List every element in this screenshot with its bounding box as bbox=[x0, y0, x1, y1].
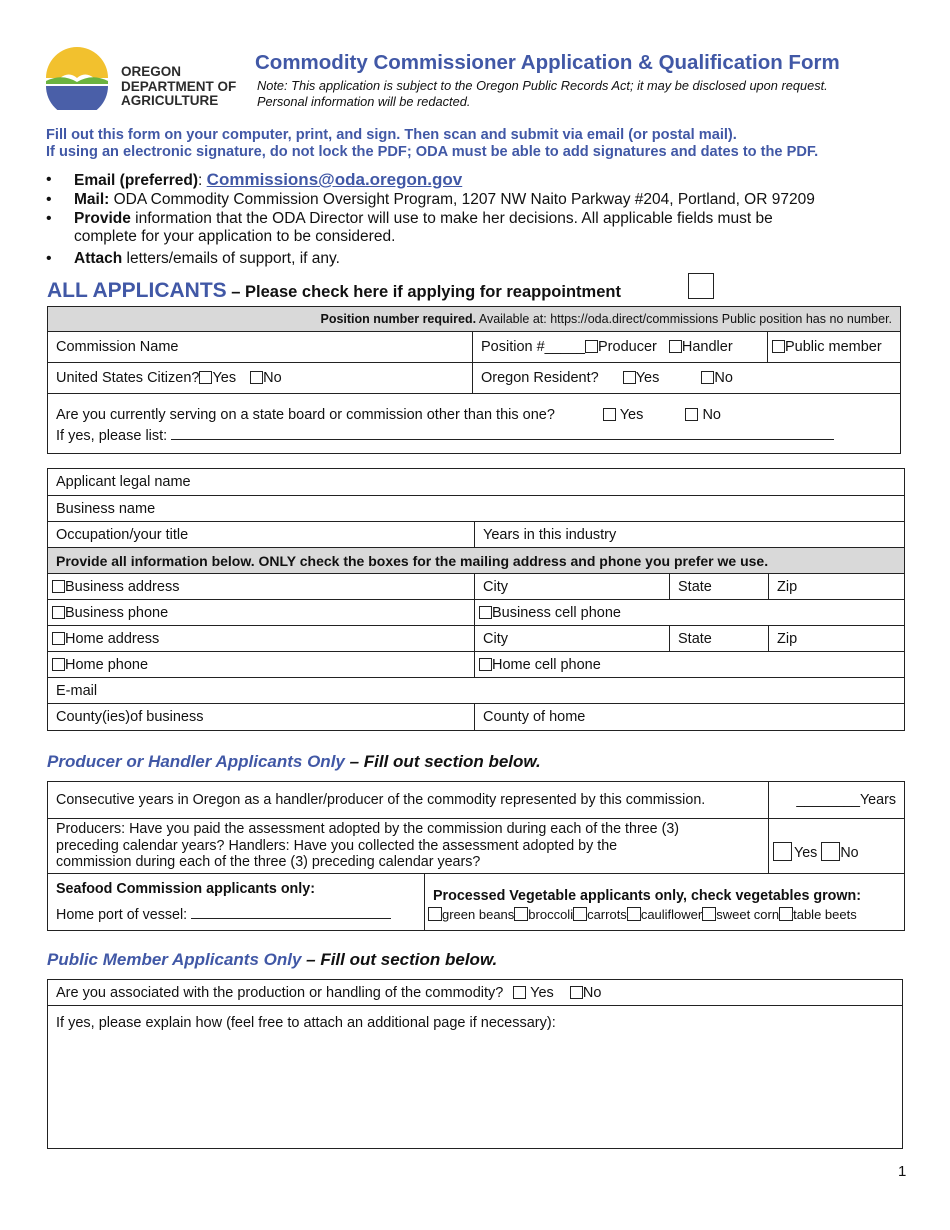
mail-label: Mail: bbox=[74, 191, 110, 208]
serving-list-field[interactable] bbox=[171, 425, 834, 440]
producer-handler-table bbox=[47, 781, 905, 931]
vegetable-label-text: carrots bbox=[587, 906, 627, 922]
home-address-checkbox[interactable] bbox=[52, 632, 65, 645]
logo-line-1: OREGON bbox=[121, 64, 182, 79]
bullet-attach bbox=[46, 250, 815, 268]
vegetable-checkbox[interactable] bbox=[573, 907, 587, 921]
public-member-label: Public member bbox=[785, 339, 882, 355]
producer-section-heading bbox=[47, 752, 541, 772]
bullet-provide bbox=[46, 210, 815, 246]
vegetable-label-text: table beets bbox=[793, 906, 857, 922]
resident-no-checkbox[interactable] bbox=[701, 371, 714, 384]
provide-label: Provide bbox=[74, 210, 131, 227]
home-port-label: Home port of vessel: bbox=[56, 907, 188, 923]
serving-yes-label: Yes bbox=[619, 407, 644, 423]
business-phone-checkbox[interactable] bbox=[52, 606, 65, 619]
county-home-field[interactable] bbox=[475, 704, 905, 731]
assessment-line-1: Producers: Have you paid the assessment adopted by the commission during each of the three (3) bbox=[56, 821, 680, 838]
resident-no-label: No bbox=[714, 370, 733, 386]
vegetable-list bbox=[428, 907, 896, 922]
vegetable-option bbox=[514, 907, 573, 922]
business-address-label: Business address bbox=[65, 578, 180, 595]
seafood-cell bbox=[48, 874, 425, 931]
associated-no-label: No bbox=[582, 984, 602, 1001]
associated-no-checkbox[interactable] bbox=[570, 986, 583, 999]
public-section-heading bbox=[47, 950, 497, 970]
assessment-line-3: commission during each of the three (3) preceding calendar years? bbox=[56, 854, 481, 871]
logo-text bbox=[121, 65, 236, 109]
county-business-field[interactable] bbox=[48, 704, 475, 731]
submission-bullets bbox=[46, 171, 815, 268]
handler-label: Handler bbox=[681, 339, 733, 355]
bullet-mail bbox=[46, 191, 815, 209]
serving-question: Are you currently serving on a state board or commission other than this one? bbox=[56, 407, 555, 423]
intro-line-1: Fill out this form on your computer, print, and sign. Then scan and submit via email (or postal mail). bbox=[46, 127, 737, 143]
seafood-label: Seafood Commission applicants only: bbox=[56, 881, 315, 897]
provide-text-2: complete for your application to be considered. bbox=[74, 228, 396, 245]
if-yes-list-label: If yes, please list: bbox=[56, 428, 168, 444]
home-city-label: City bbox=[483, 630, 508, 647]
home-address-label: Home address bbox=[65, 630, 160, 647]
public-section-title: Public Member Applicants Only bbox=[47, 950, 302, 969]
county-home-label: County of home bbox=[483, 709, 586, 725]
vegetable-label-text: green beans bbox=[442, 906, 515, 922]
legal-name-field[interactable] bbox=[48, 469, 905, 496]
years-industry-label: Years in this industry bbox=[483, 526, 617, 543]
producer-checkbox[interactable] bbox=[585, 340, 598, 353]
associated-yes-label: Yes bbox=[530, 984, 554, 1001]
home-zip-label: Zip bbox=[777, 630, 798, 647]
consecutive-years-question: Consecutive years in Oregon as a handler/producer of the commodity represented by this commission. bbox=[56, 792, 706, 808]
years-industry-field[interactable] bbox=[475, 522, 905, 548]
email-link[interactable]: Commissions@oda.oregon.gov bbox=[206, 170, 463, 189]
producer-label: Producer bbox=[598, 339, 657, 355]
provide-all-text: Provide all information below. ONLY check the boxes for the mailing address and phone you prefer we use. bbox=[56, 552, 769, 569]
commission-name-field[interactable] bbox=[48, 332, 473, 363]
header-note-line-1: Note: This application is subject to the Oregon Public Records Act; it may be disclosed upon request. bbox=[257, 78, 828, 93]
home-cell-checkbox[interactable] bbox=[479, 658, 492, 671]
assessment-line-2: preceding calendar years? Handlers: Have you collected the assessment adopted by the bbox=[56, 837, 618, 854]
commission-info-table bbox=[47, 306, 901, 454]
vegetable-checkbox[interactable] bbox=[428, 907, 442, 921]
home-state-field[interactable] bbox=[670, 626, 769, 652]
home-cell-field[interactable] bbox=[475, 652, 905, 678]
attach-label: Attach bbox=[74, 250, 123, 267]
vegetable-option bbox=[779, 907, 857, 922]
oda-logo bbox=[44, 46, 244, 112]
header-note-line-2: Personal information will be redacted. bbox=[257, 94, 471, 109]
serving-yes-checkbox[interactable] bbox=[603, 408, 616, 421]
resident-cell bbox=[473, 363, 901, 394]
bullet-email: • Email (preferred): Commissions@oda.oregon.gov bbox=[46, 171, 815, 190]
vegetable-label-text: cauliflower bbox=[640, 906, 703, 922]
occupation-field[interactable] bbox=[48, 522, 475, 548]
legal-name-label: Applicant legal name bbox=[56, 474, 191, 490]
home-address-field[interactable] bbox=[48, 626, 475, 652]
public-member-checkbox[interactable] bbox=[772, 340, 785, 353]
business-state-label: State bbox=[678, 578, 712, 595]
citizen-yes-label: Yes bbox=[212, 370, 237, 386]
mail-text: ODA Commodity Commission Oversight Program, 1207 NW Naito Parkway #204, Portland, OR 97209 bbox=[109, 191, 815, 208]
form-title: Commodity Commissioner Application & Qualification Form bbox=[255, 51, 840, 74]
public-member-cell bbox=[768, 332, 901, 363]
assessment-answer-cell bbox=[769, 819, 905, 874]
vegetable-label-text: broccoli bbox=[528, 906, 574, 922]
years-field[interactable] bbox=[769, 782, 905, 819]
business-name-label: Business name bbox=[56, 500, 156, 517]
vegetable-option bbox=[428, 907, 514, 922]
assessment-no-checkbox[interactable] bbox=[821, 842, 840, 861]
email-field-label: E-mail bbox=[56, 682, 98, 699]
associated-yes-checkbox[interactable] bbox=[513, 986, 526, 999]
business-phone-field[interactable] bbox=[48, 600, 475, 626]
business-cell-checkbox[interactable] bbox=[479, 606, 492, 619]
business-address-checkbox[interactable] bbox=[52, 580, 65, 593]
serving-cell bbox=[48, 394, 901, 454]
citizen-yes-checkbox[interactable] bbox=[199, 371, 212, 384]
home-cell-label: Home cell phone bbox=[492, 656, 601, 673]
provide-all-note bbox=[48, 548, 905, 574]
vegetable-option bbox=[573, 907, 627, 922]
associated-cell bbox=[48, 980, 903, 1006]
intro-line-2: If using an electronic signature, do not lock the PDF; ODA must be able to add signatures and dates to the PDF. bbox=[46, 144, 819, 160]
business-city-label: City bbox=[483, 578, 508, 595]
home-port-row bbox=[56, 902, 416, 928]
associated-question: Are you associated with the production or handling of the commodity? bbox=[56, 984, 504, 1001]
producer-section-sub: – Fill out section below. bbox=[344, 752, 541, 771]
home-zip-field[interactable] bbox=[769, 626, 905, 652]
serving-no-checkbox[interactable] bbox=[685, 408, 698, 421]
all-applicants-title: ALL APPLICANTS bbox=[47, 279, 227, 302]
business-cell-field[interactable] bbox=[475, 600, 905, 626]
home-port-field[interactable] bbox=[191, 906, 391, 919]
citizen-cell bbox=[48, 363, 473, 394]
oregon-resident-label: Oregon Resident? bbox=[481, 370, 599, 386]
citizen-no-checkbox[interactable] bbox=[250, 371, 263, 384]
attach-text: letters/emails of support, if any. bbox=[122, 250, 340, 267]
home-phone-label: Home phone bbox=[65, 656, 149, 673]
business-state-field[interactable] bbox=[670, 574, 769, 600]
vegetable-checkbox[interactable] bbox=[627, 907, 641, 921]
business-zip-field[interactable] bbox=[769, 574, 905, 600]
vegetable-option bbox=[627, 907, 702, 922]
public-section-sub: – Fill out section below. bbox=[301, 950, 498, 969]
handler-checkbox[interactable] bbox=[669, 340, 682, 353]
county-business-label: County(ies)of business bbox=[56, 709, 204, 725]
vegetable-checkbox[interactable] bbox=[702, 907, 716, 921]
position-note-text: Available at: https://oda.direct/commissions Public position has no number. bbox=[476, 312, 893, 326]
business-address-field[interactable] bbox=[48, 574, 475, 600]
page-number: 1 bbox=[898, 1163, 907, 1180]
us-citizen-label: United States Citizen? bbox=[56, 370, 200, 386]
intro-instructions bbox=[46, 127, 818, 161]
assessment-yes-label: Yes bbox=[794, 844, 818, 861]
public-member-table bbox=[47, 979, 903, 1149]
vegetable-checkbox[interactable] bbox=[779, 907, 793, 921]
business-cell-label: Business cell phone bbox=[492, 604, 621, 621]
reappointment-label: – Please check here if applying for reappointment bbox=[226, 283, 621, 301]
years-blank-label: ________Years bbox=[796, 792, 896, 808]
header-note bbox=[257, 78, 828, 110]
business-city-field[interactable] bbox=[475, 574, 670, 600]
business-name-field[interactable] bbox=[48, 496, 905, 522]
position-note-bold: Position number required. bbox=[320, 312, 477, 326]
vegetable-label-text: sweet corn bbox=[716, 906, 780, 922]
position-number-field[interactable]: Position #_____ bbox=[481, 339, 585, 355]
producer-section-title: Producer or Handler Applicants Only bbox=[47, 752, 345, 771]
home-phone-field[interactable] bbox=[48, 652, 475, 678]
resident-yes-checkbox[interactable] bbox=[623, 371, 636, 384]
home-phone-checkbox[interactable] bbox=[52, 658, 65, 671]
vegetable-option bbox=[702, 907, 779, 922]
explain-label: If yes, please explain how (feel free to attach an additional page if necessary): bbox=[56, 1015, 556, 1031]
provide-text-1: information that the ODA Director will use to make her decisions. All applicable fields must be bbox=[130, 210, 773, 227]
home-state-label: State bbox=[678, 630, 712, 647]
logo-line-2: DEPARTMENT OF bbox=[121, 78, 237, 94]
serving-no-label: No bbox=[702, 407, 721, 423]
position-note bbox=[48, 307, 901, 332]
vegetable-checkbox[interactable] bbox=[514, 907, 528, 921]
business-zip-label: Zip bbox=[777, 578, 798, 595]
home-city-field[interactable] bbox=[475, 626, 670, 652]
assessment-no-label: No bbox=[840, 844, 859, 861]
reappointment-checkbox[interactable] bbox=[688, 273, 714, 299]
assessment-yes-checkbox[interactable] bbox=[773, 842, 792, 861]
applicant-info-table bbox=[47, 468, 905, 731]
position-cell bbox=[473, 332, 768, 363]
explain-field[interactable] bbox=[48, 1006, 903, 1149]
email-field[interactable] bbox=[48, 678, 905, 704]
email-label: Email (preferred) bbox=[74, 172, 199, 189]
assessment-cell bbox=[48, 819, 769, 874]
consecutive-years-cell bbox=[48, 782, 769, 819]
vegetable-label: Processed Vegetable applicants only, check vegetables grown: bbox=[433, 887, 862, 904]
all-applicants-heading bbox=[47, 279, 621, 303]
commission-name-label: Commission Name bbox=[56, 339, 179, 355]
serving-list-row bbox=[56, 422, 892, 451]
logo-line-3: AGRICULTURE bbox=[121, 93, 219, 108]
resident-yes-label: Yes bbox=[635, 370, 660, 386]
oda-logo-mark-icon bbox=[44, 46, 110, 110]
business-phone-label: Business phone bbox=[65, 604, 169, 621]
vegetable-cell bbox=[425, 874, 905, 931]
citizen-no-label: No bbox=[263, 370, 282, 386]
occupation-label: Occupation/your title bbox=[56, 526, 189, 543]
